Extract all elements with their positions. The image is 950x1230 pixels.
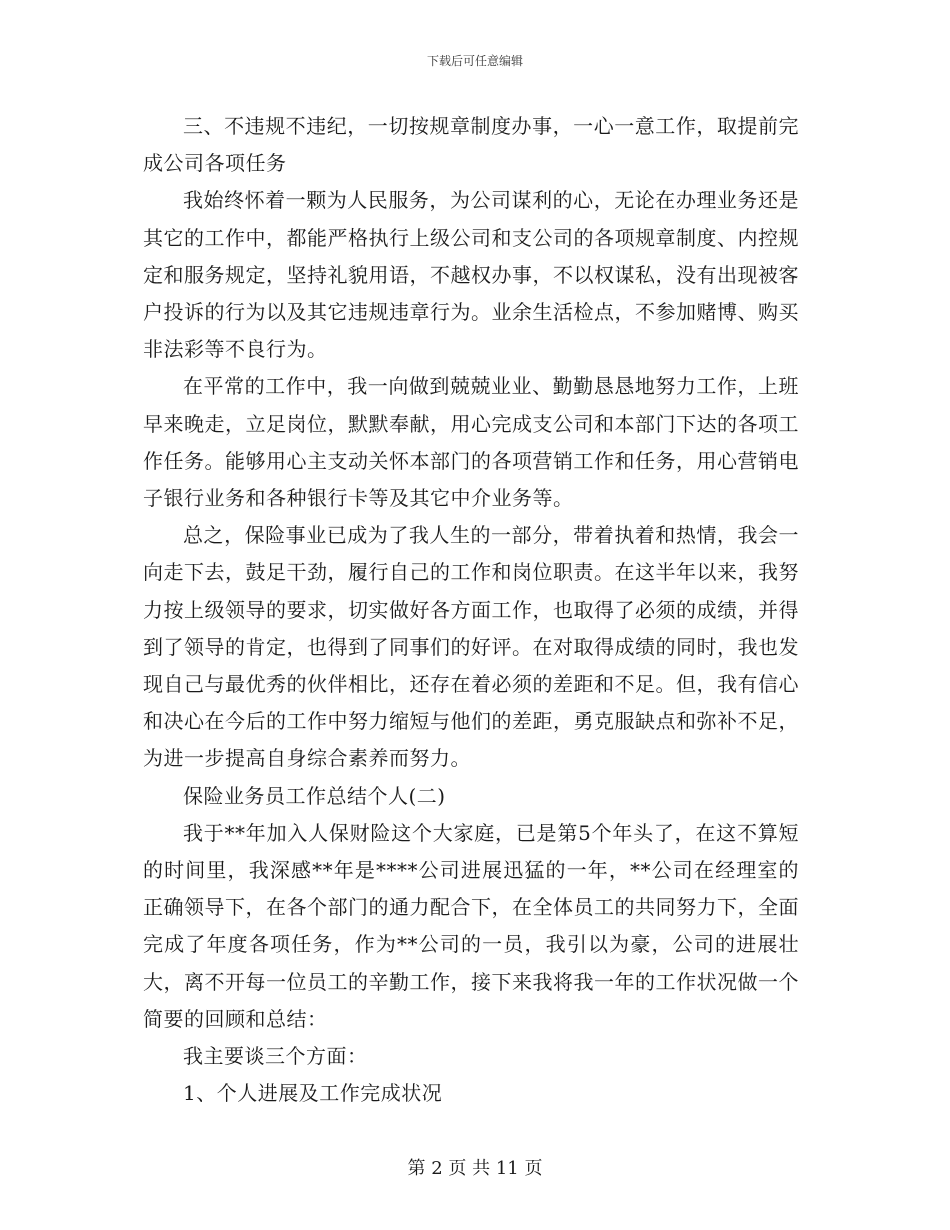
paragraph-conclusion: 总之，保险事业已成为了我人生的一部分，带着执着和热情，我会一向走下去，鼓足干劲，履行自己的工作和岗位职责。在这半年以来，我努力按上级领导的要求，切实做好各方面工作，也取得了必须的成绩，并得到了领导的肯定，也得到了同事们的好评。在对取得成绩的同时，我也发现自己与最优秀的伙伴相比，还存在着必须的差距和不足。但，我有信心和决心在今后的工作中努力缩短与他们的差距，勇克服缺点和弥补不足，为进一步提高自身综合素养而努力。 bbox=[143, 523, 799, 771]
paragraph-title-part-two: 保险业务员工作总结个人(二) bbox=[183, 783, 446, 808]
page-header: 下载后可任意编辑 bbox=[426, 54, 523, 68]
document-body bbox=[143, 108, 799, 1112]
page-footer: 第 2 页 共 11 页 bbox=[407, 1158, 543, 1179]
paragraph-item-one: 1、个人进展及工作完成状况 bbox=[183, 1081, 443, 1106]
paragraph-three-aspects: 我主要谈三个方面： bbox=[183, 1044, 368, 1069]
paragraph-section-three-heading: 三、不违规不违纪，一切按规章制度办事，一心一意工作，取提前完成公司各项任务 bbox=[143, 114, 799, 176]
paragraph-compliance: 我始终怀着一颗为人民服务，为公司谋利的心，无论在办理业务还是其它的工作中，都能严格执行上级公司和支公司的各项规章制度、内控规定和服务规定，坚持礼貌用语，不越权办事，不以权谋私，没有出现被客户投诉的行为以及其它违规违章行为。业余生活检点，不参加赌博、购买非法彩等不良行为。 bbox=[143, 188, 799, 362]
paragraph-daily-work: 在平常的工作中，我一向做到兢兢业业、勤勤恳恳地努力工作，上班早来晚走，立足岗位，默默奉献，用心完成支公司和本部门下达的各项工作任务。能够用心主支动关怀本部门的各项营销工作和任务，用心营销电子银行业务和各种银行卡等及其它中介业务等。 bbox=[143, 374, 799, 511]
paragraph-intro-part-two: 我于**年加入人保财险这个大家庭，已是第5个年头了，在这不算短的时间里，我深感**年是****公司进展迅猛的一年，**公司在经理室的正确领导下，在各个部门的通力配合下，在全体员工的共同努力下，全面完成了年度各项任务，作为**公司的一员，我引以为豪，公司的进展壮大，离不开每一位员工的辛勤工作，接下来我将我一年的工作状况做一个简要的回顾和总结： bbox=[143, 820, 799, 1031]
